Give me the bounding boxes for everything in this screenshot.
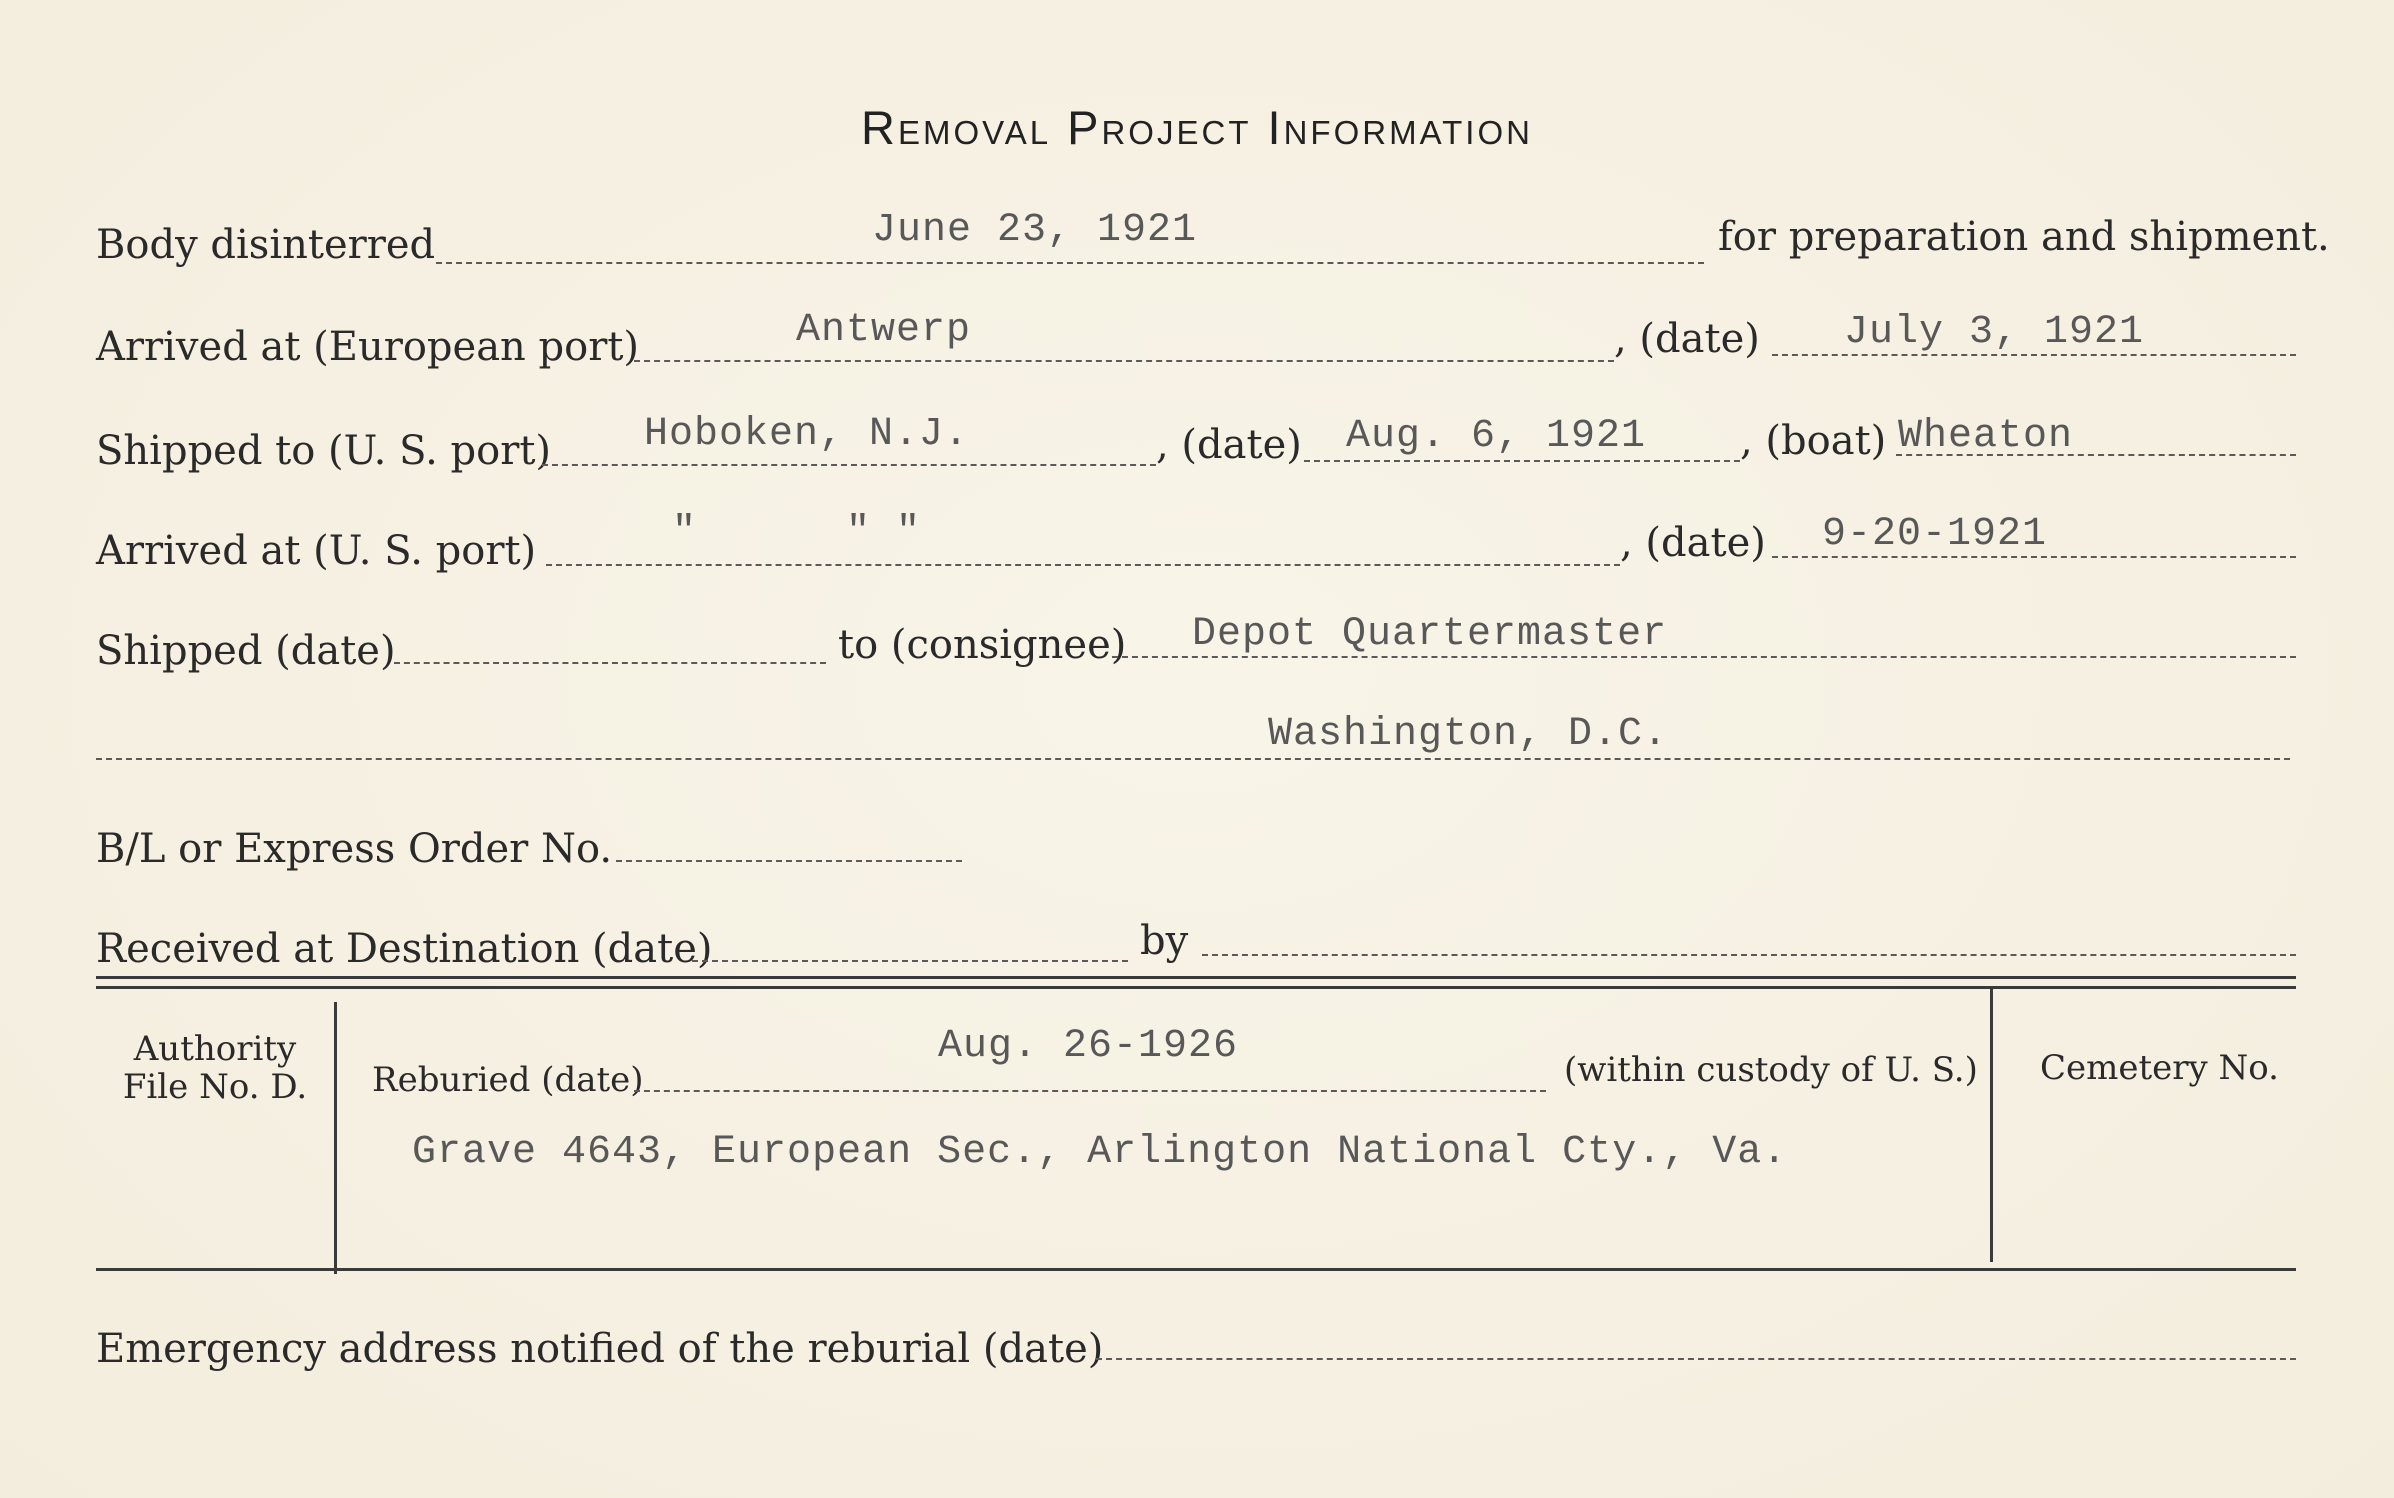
arrived-european-date-label: , (date)	[1614, 316, 1760, 362]
consignee-label: to (consignee)	[838, 622, 1127, 668]
box-top-border-inner	[96, 986, 2296, 989]
shipped-date-line	[394, 662, 826, 664]
emergency-line	[1096, 1358, 2296, 1360]
shipped-us-date-value: Aug. 6, 1921	[1346, 414, 1647, 459]
page-title: Removal Project Information	[861, 101, 1533, 154]
reburied-value: Aug. 26-1926	[938, 1024, 1239, 1069]
body-disinterred-suffix: for preparation and shipment.	[1718, 214, 2330, 260]
arrived-us-line	[546, 564, 1620, 566]
shipped-us-boat-value: Wheaton	[1898, 414, 2074, 459]
shipped-us-line	[542, 464, 1156, 466]
arrived-us-ditto-2: " "	[846, 510, 922, 555]
arrived-european-line	[634, 360, 1614, 362]
arrived-us-date-label: , (date)	[1620, 520, 1766, 566]
shipped-us-label: Shipped to (U. S. port)	[96, 428, 551, 474]
consignee-value-line2: Washington, D.C.	[1268, 712, 1669, 757]
shipped-us-date-label: , (date)	[1156, 422, 1302, 468]
bl-order-label: B/L or Express Order No.	[96, 826, 613, 872]
arrived-us-date-value: 9-20-1921	[1822, 512, 2048, 557]
received-date-line	[692, 960, 1128, 962]
reburied-label: Reburied (date)	[372, 1060, 644, 1100]
authority-label-line2: File No. D.	[122, 1067, 308, 1107]
arrived-european-label: Arrived at (European port)	[96, 324, 640, 370]
arrived-us-ditto-1: "	[672, 510, 698, 555]
cemetery-number-label: Cemetery No.	[2040, 1048, 2279, 1088]
authority-label-line1: Authority	[133, 1029, 297, 1069]
box-right-divider	[1990, 986, 1993, 1262]
emergency-label: Emergency address notified of the reburial (date)	[96, 1326, 1104, 1372]
arrived-european-value: Antwerp	[796, 308, 972, 353]
custody-label: (within custody of U. S.)	[1564, 1050, 1978, 1090]
shipped-us-boat-label: , (boat)	[1740, 418, 1887, 464]
box-top-border	[96, 976, 2296, 979]
received-label: Received at Destination (date)	[96, 926, 713, 972]
received-by-label: by	[1140, 918, 1189, 964]
consignee-value: Depot Quartermaster	[1192, 612, 1668, 657]
bl-order-line	[616, 860, 962, 862]
arrived-us-label: Arrived at (U. S. port)	[96, 528, 537, 574]
grave-location-value: Grave 4643, European Sec., Arlington National Cty., Va.	[412, 1130, 1788, 1175]
consignee-continuation-line	[96, 758, 2290, 760]
authority-file-label	[110, 1030, 320, 1106]
received-by-line	[1202, 954, 2296, 956]
box-bottom-border	[96, 1268, 2296, 1271]
body-disinterred-value: June 23, 1921	[872, 208, 1198, 253]
shipped-us-date-line	[1304, 460, 1740, 462]
box-left-divider	[334, 1002, 337, 1274]
body-disinterred-line	[436, 262, 1704, 264]
reburied-line	[634, 1090, 1546, 1092]
shipped-us-value: Hoboken, N.J.	[644, 412, 970, 457]
body-disinterred-label: Body disinterred	[96, 222, 436, 268]
arrived-european-date-value: July 3, 1921	[1844, 310, 2145, 355]
shipped-date-label: Shipped (date)	[96, 628, 396, 674]
